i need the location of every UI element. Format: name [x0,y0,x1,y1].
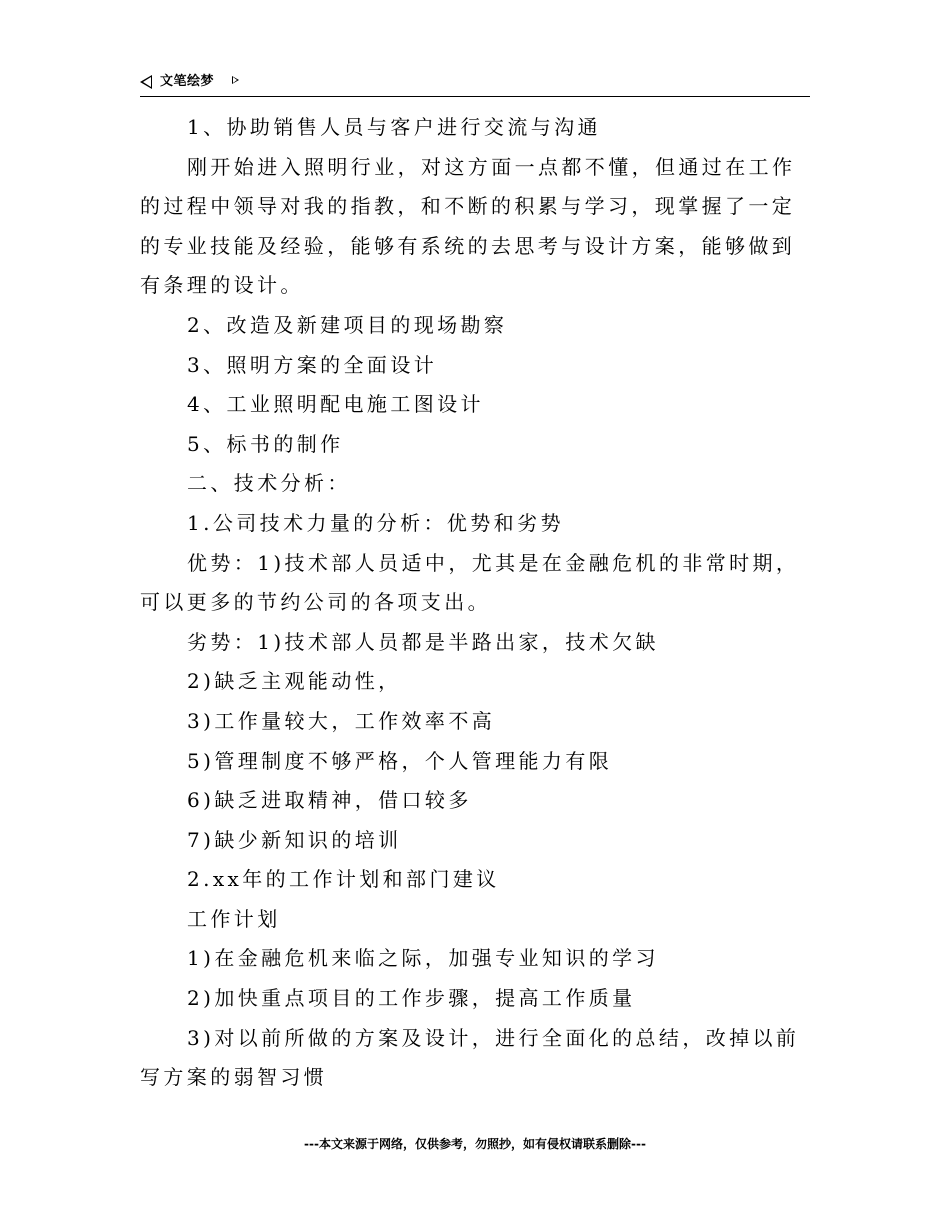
paragraph-line: 3)工作量较大，工作效率不高 [187,708,496,733]
paragraph-line: 2.xx年的工作计划和部门建议 [187,867,500,892]
paragraph-line: 2)加快重点项目的工作步骤，提高工作质量 [187,986,636,1011]
triangle-left-icon [140,75,152,89]
paragraph-line: 3、照明方案的全面设计 [187,352,438,377]
paragraph-line: 1.公司技术力量的分析：优势和劣势 [187,510,564,535]
paragraph-line: 1、协助销售人员与客户进行交流与沟通 [187,115,601,139]
paragraph-line: 有条理的设计。 [140,273,304,298]
paragraph-line: 2、改造及新建项目的现场勘察 [187,312,508,337]
paragraph-line: 3)对以前所做的方案及设计，进行全面化的总结，改掉以前 [187,1025,800,1050]
paragraph-line: 工作计划 [187,906,281,931]
page-header [140,72,810,97]
paragraph-line: 2)缺乏主观能动性， [187,669,402,694]
triangle-right-icon [232,76,239,84]
section-heading: 二、技术分析： [187,471,351,496]
paragraph-line: 1)在金融危机来临之际，加强专业知识的学习 [187,946,659,971]
footer-notice: ---本文来源于网络，仅供参考，勿照抄，如有侵权请联系删除--- [304,1137,646,1151]
paragraph-line: 刚开始进入照明行业，对这方面一点都不懂，但通过在工作 [187,154,796,179]
paragraph-line: 5、标书的制作 [187,431,344,456]
paragraph-line: 5)管理制度不够严格，个人管理能力有限 [187,748,613,773]
paragraph-line: 可以更多的节约公司的各项支出。 [140,590,491,615]
paragraph-line: 7)缺少新知识的培训 [187,827,402,852]
paragraph-line: 优势：1)技术部人员适中，尤其是在金融危机的非常时期， [187,550,800,575]
paragraph-line: 6)缺乏进取精神，借口较多 [187,788,472,813]
paragraph-line: 写方案的弱智习惯 [140,1065,328,1090]
paragraph-line: 的专业技能及经验，能够有系统的去思考与设计方案，能够做到 [140,233,796,258]
paragraph-line: 4、工业照明配电施工图设计 [187,392,484,417]
brand-label: 文笔绘梦 [160,74,215,89]
paragraph-line: 的过程中领导对我的指教，和不断的积累与学习，现掌握了一定 [140,194,796,219]
document-body [140,108,800,1098]
paragraph-line: 劣势：1)技术部人员都是半路出家，技术欠缺 [187,629,659,654]
